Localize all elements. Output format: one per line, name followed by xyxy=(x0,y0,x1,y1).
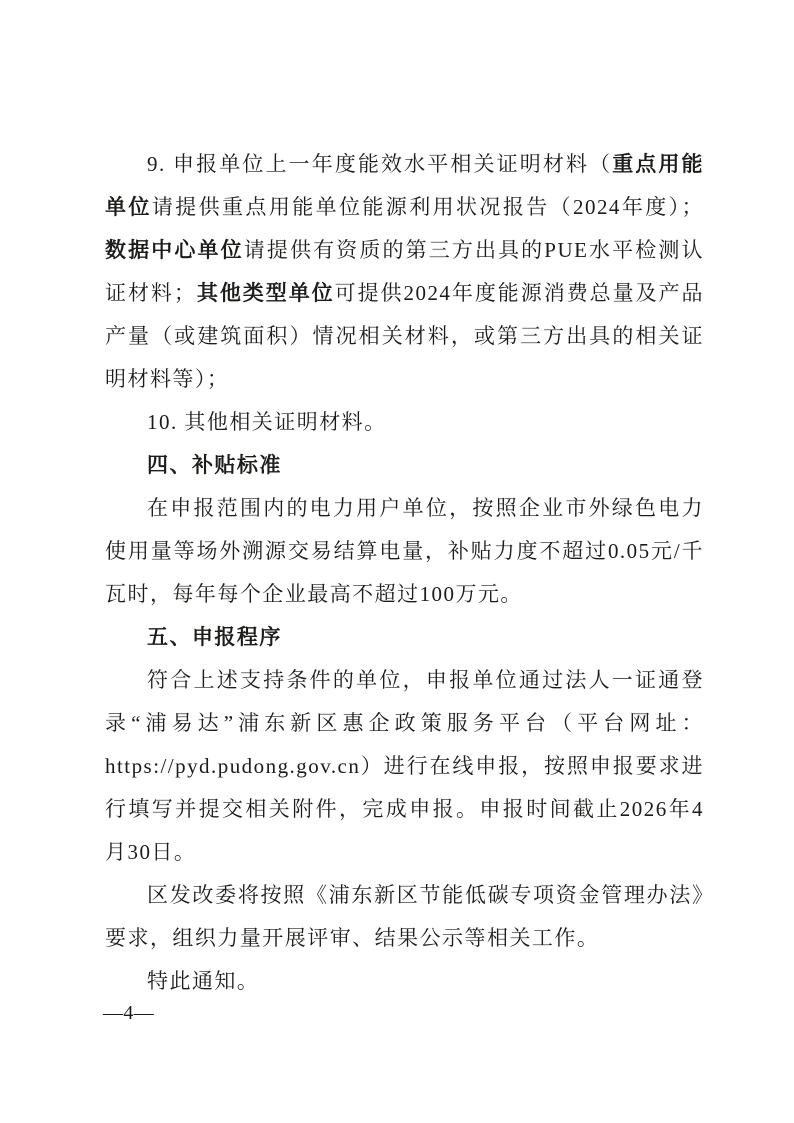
bold-text-segment: 四、补贴标准 xyxy=(147,454,282,477)
bold-text-segment: 数据中心单位 xyxy=(105,239,244,262)
page-footer xyxy=(103,1000,154,1026)
document-body xyxy=(105,143,704,1003)
section-heading xyxy=(105,444,704,487)
text-segment: 10. 其他相关证明材料。 xyxy=(147,410,387,434)
text-segment: 特此通知。 xyxy=(147,969,260,993)
paragraph xyxy=(105,487,704,616)
text-segment: 可提供2024年度能源消费总量及产品产量（或建筑面积）情况相关材料，或第三方出具的相关证明材料等）； xyxy=(105,281,704,391)
paragraph xyxy=(105,659,704,874)
text-segment: 请提供有资质的第三方出具的PUE水平检测认证材料； xyxy=(105,238,704,305)
bold-text-segment: 五、申报程序 xyxy=(147,626,282,649)
text-segment: 区发改委将按照《浦东新区节能低碳专项资金管理办法》要求，组织力量开展评审、结果公示等相关工作。 xyxy=(105,883,704,950)
paragraph xyxy=(105,401,704,444)
page-number: —4— xyxy=(103,1002,155,1024)
paragraph xyxy=(105,960,704,1003)
bold-text-segment: 重点用能单位 xyxy=(105,153,704,219)
bold-text-segment: 其他类型单位 xyxy=(196,282,335,305)
text-segment: 在申报范围内的电力用户单位，按照企业市外绿色电力使用量等场外溯源交易结算电量，补贴力度不超过0.05元/千瓦时，每年每个企业最高不超过100万元。 xyxy=(105,496,704,606)
text-segment: 符合上述支持条件的单位，申报单位通过法人一证通登录“浦易达”浦东新区惠企政策服务平台（平台网址：https://pyd.pudong.gov.cn）进行在线申报，按照申报要求进行填写并提交相关附件，完成申报。申报时间截止2026年4月30日。 xyxy=(105,668,704,864)
section-heading xyxy=(105,616,704,659)
text-segment: 请提供重点用能单位能源利用状况报告（2024年度）； xyxy=(151,195,704,219)
text-segment: 9. 申报单位上一年度能效水平相关证明材料（ xyxy=(147,152,613,176)
paragraph xyxy=(105,874,704,960)
paragraph xyxy=(105,143,704,401)
